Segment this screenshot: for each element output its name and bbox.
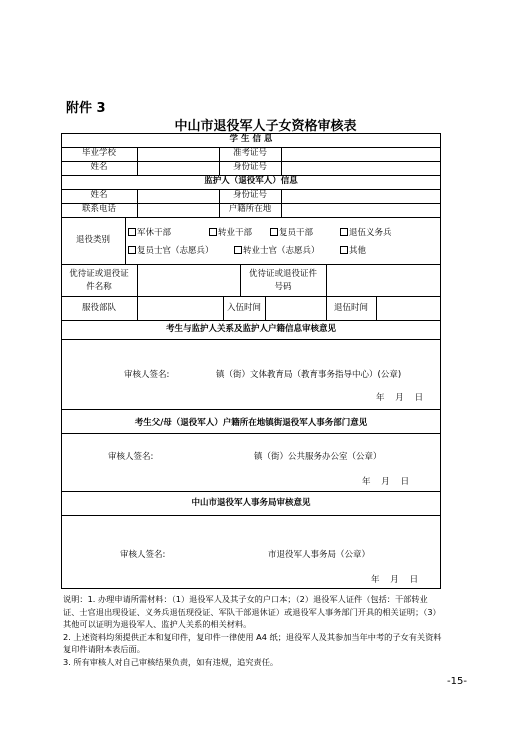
label-cert-number-1: 优待证或退役证件 xyxy=(248,269,317,279)
review1-date: 年 月 日 xyxy=(376,393,424,403)
section-student-info: 学 生 信 息 xyxy=(229,134,273,144)
note-2: 2. 上述资料均须提供正本和复印件，复印件一律使用 A4 纸；退役军人及其参加当年中考的子女有关资料复印件请附本表后面。 xyxy=(63,631,442,654)
label-student-id: 身份证号 xyxy=(232,162,267,172)
note-3: 3. 所有审核人对自己审核结果负责，如有违规，追究责任。 xyxy=(63,656,279,667)
student-id-field[interactable] xyxy=(282,162,439,175)
exam-number-field[interactable] xyxy=(282,148,439,161)
category-option-demobilized-cadre[interactable]: 复员干部 xyxy=(270,228,313,239)
category-option-retired-cadre[interactable]: 军休干部 xyxy=(128,228,171,239)
label-guardian-id: 身份证号 xyxy=(232,190,267,200)
label-service-unit: 服役部队 xyxy=(81,303,116,313)
attachment-label: 附件 3 xyxy=(66,101,106,116)
category-option-demobilized-nco[interactable]: 复员士官（志愿兵） xyxy=(128,246,214,257)
label-cert-name-1: 优待证或退役证 xyxy=(69,269,129,279)
checkbox-icon xyxy=(234,246,242,254)
note-1: 说明：1. 办理申请所需材料：（1）退役军人及其子女的户口本；（2）退役军人证件（包括：干部转业证、士官退出现役证、义务兵退伍现役证、军队干部退休证）或退役军人事务部门开具的相关证明；（3）其他可以证明为退役军人、监护人关系的相关材料。 xyxy=(63,594,441,629)
checkbox-icon xyxy=(128,246,136,254)
checkbox-icon xyxy=(340,246,348,254)
student-name-field[interactable] xyxy=(138,162,218,175)
review1-reviewer-signature: 审核人签名: xyxy=(124,370,170,380)
enlist-date-field[interactable] xyxy=(266,297,325,320)
graduation-school-field[interactable] xyxy=(138,148,218,161)
review3-reviewer-signature: 审核人签名: xyxy=(120,550,166,560)
label-discharge-date: 退伍时间 xyxy=(333,303,368,313)
label-cert-name-2: 件名称 xyxy=(86,282,112,292)
category-option-conscript[interactable]: 退伍义务兵 xyxy=(340,228,392,239)
category-option-transferred-cadre[interactable]: 转业干部 xyxy=(209,228,252,239)
label-guardian-name: 姓名 xyxy=(90,190,108,200)
review2-date: 年 月 日 xyxy=(362,477,410,487)
review1-office-seal: 镇（街）文体教育局（教育事务指导中心）(公章) xyxy=(216,370,402,380)
checkbox-icon xyxy=(209,228,217,236)
label-graduation-school: 毕业学校 xyxy=(81,148,116,158)
section-town-opinion: 考生父/母（退役军人）户籍所在地镇街退役军人事务部门意见 xyxy=(134,418,368,428)
household-location-field[interactable] xyxy=(282,204,439,217)
review3-date: 年 月 日 xyxy=(371,575,419,585)
service-unit-field[interactable] xyxy=(138,297,222,320)
section-bureau-opinion: 中山市退役军人事务局审核意见 xyxy=(191,498,311,508)
discharge-date-field[interactable] xyxy=(377,297,439,320)
guardian-id-field[interactable] xyxy=(282,190,439,203)
category-option-other[interactable]: 其他 xyxy=(340,246,366,257)
guardian-name-field[interactable] xyxy=(138,190,218,203)
page-number: -15- xyxy=(447,676,467,687)
label-cert-number-2: 号码 xyxy=(274,282,292,292)
contact-phone-field[interactable] xyxy=(138,204,218,217)
label-contact-phone: 联系电话 xyxy=(81,204,116,214)
label-discharge-category: 退役类别 xyxy=(75,235,110,245)
notes-block xyxy=(63,593,443,668)
checkbox-icon xyxy=(340,228,348,236)
label-household-location: 户籍所在地 xyxy=(228,204,272,214)
review2-reviewer-signature: 审核人签名: xyxy=(108,452,154,462)
category-option-transferred-nco[interactable]: 转业士官（志愿兵） xyxy=(234,246,320,257)
review3-office-seal: 市退役军人事务局（公章） xyxy=(268,550,371,560)
label-student-name: 姓名 xyxy=(90,162,108,172)
checkbox-icon xyxy=(270,228,278,236)
section-household-review: 考生与监护人关系及监护人户籍信息审核意见 xyxy=(165,324,336,334)
document-title: 中山市退役军人子女资格审核表 xyxy=(174,119,357,134)
cert-number-field[interactable] xyxy=(327,265,439,296)
section-guardian-info: 监护人（退役军人）信息 xyxy=(204,176,298,186)
checkbox-icon xyxy=(128,228,136,236)
review2-office-seal: 镇（街）公共服务办公室（公章） xyxy=(254,452,382,462)
cert-name-field[interactable] xyxy=(138,265,239,296)
label-enlist-date: 入伍时间 xyxy=(226,303,261,313)
label-exam-number: 准考证号 xyxy=(232,148,267,158)
